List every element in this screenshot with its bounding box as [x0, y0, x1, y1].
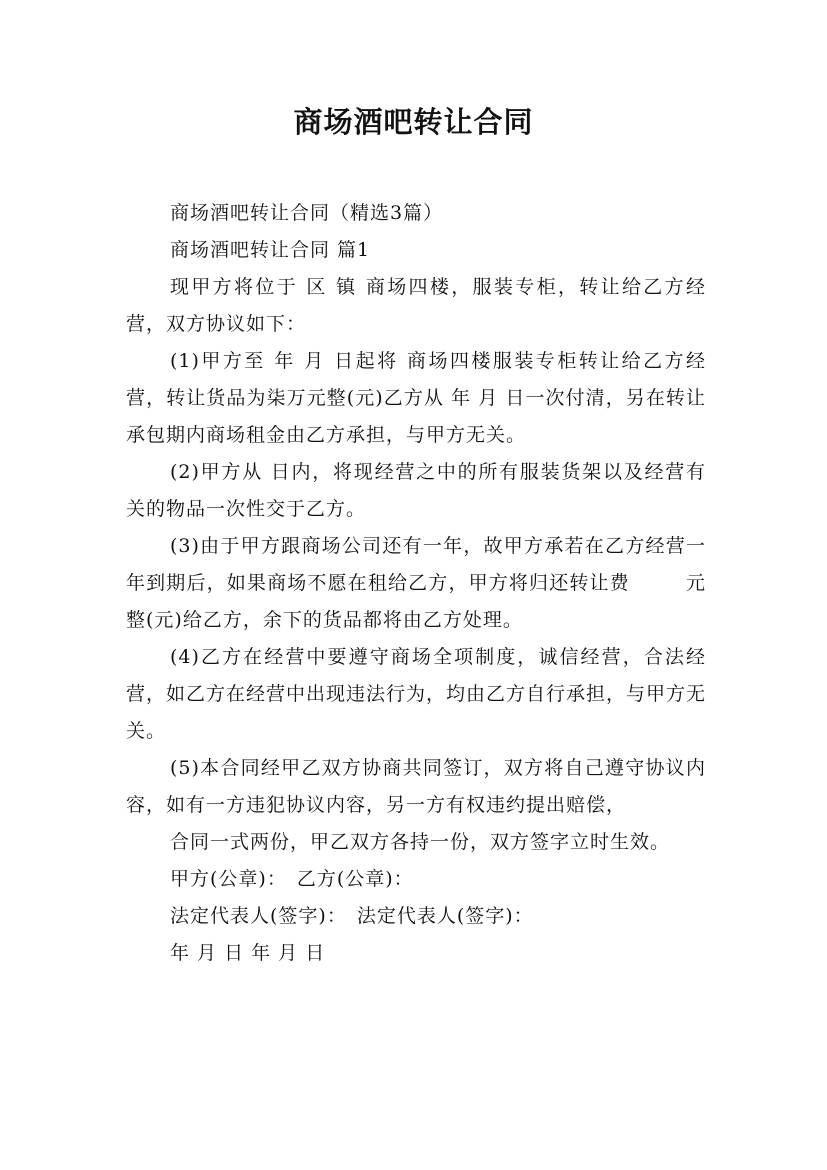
- document-body: [126, 195, 706, 972]
- document-title: 商场酒吧转让合同: [293, 105, 534, 139]
- party-a-seal: 甲方(公章)：: [170, 868, 287, 890]
- clause-4: (4)乙方在经营中要遵守商场全项制度，诚信经营，合法经营，如乙方在经营中出现违法行为，均由乙方自行承担，与甲方无关。: [126, 646, 707, 742]
- rep-a: 法定代表人(签字)：: [170, 905, 347, 927]
- clause-3-part-1: (3)由于甲方跟商场公司还有一年，故甲方承若在乙方经营一年到期后，如果商场不愿在租给乙方，甲方将归还转让费: [126, 535, 706, 594]
- rep-b: 法定代表人(签字)：: [356, 905, 534, 927]
- date-line: 年 月 日 年 月 日: [170, 942, 326, 964]
- clause-2: (2)甲方从 日内，将现经营之中的所有服装货架以及经营有关的物品一次性交于乙方。: [126, 461, 706, 520]
- seal-line: [126, 861, 706, 898]
- closing-paragraph: 合同一式两份，甲乙双方各持一份，双方签字立时生效。: [170, 831, 671, 853]
- party-b-seal: 乙方(公章)：: [296, 868, 414, 890]
- representative-line: [126, 898, 706, 935]
- section-heading: 商场酒吧转让合同 篇1: [170, 239, 371, 261]
- subtitle: 商场酒吧转让合同（精选3篇）: [170, 202, 444, 224]
- intro-paragraph: 现甲方将位于 区 镇 商场四楼，服装专柜，转让给乙方经营，双方协议如下：: [126, 276, 706, 335]
- clause-3-part-2: 元整(元)给乙方，余下的货品都将由乙方处理。: [126, 572, 706, 631]
- clause-3: [126, 528, 706, 639]
- clause-1: (1)甲方至 年 月 日起将 商场四楼服装专柜转让给乙方经营，转让货品为柒万元整(元)乙方从 年 月 日一次付清，另在转让承包期内商场租金由乙方承担，与甲方无关。: [126, 350, 706, 446]
- clause-5: (5)本合同经甲乙双方协商共同签订，双方将自己遵守协议内容，如有一方违犯协议内容，另一方有权违约提出赔偿，: [126, 757, 706, 816]
